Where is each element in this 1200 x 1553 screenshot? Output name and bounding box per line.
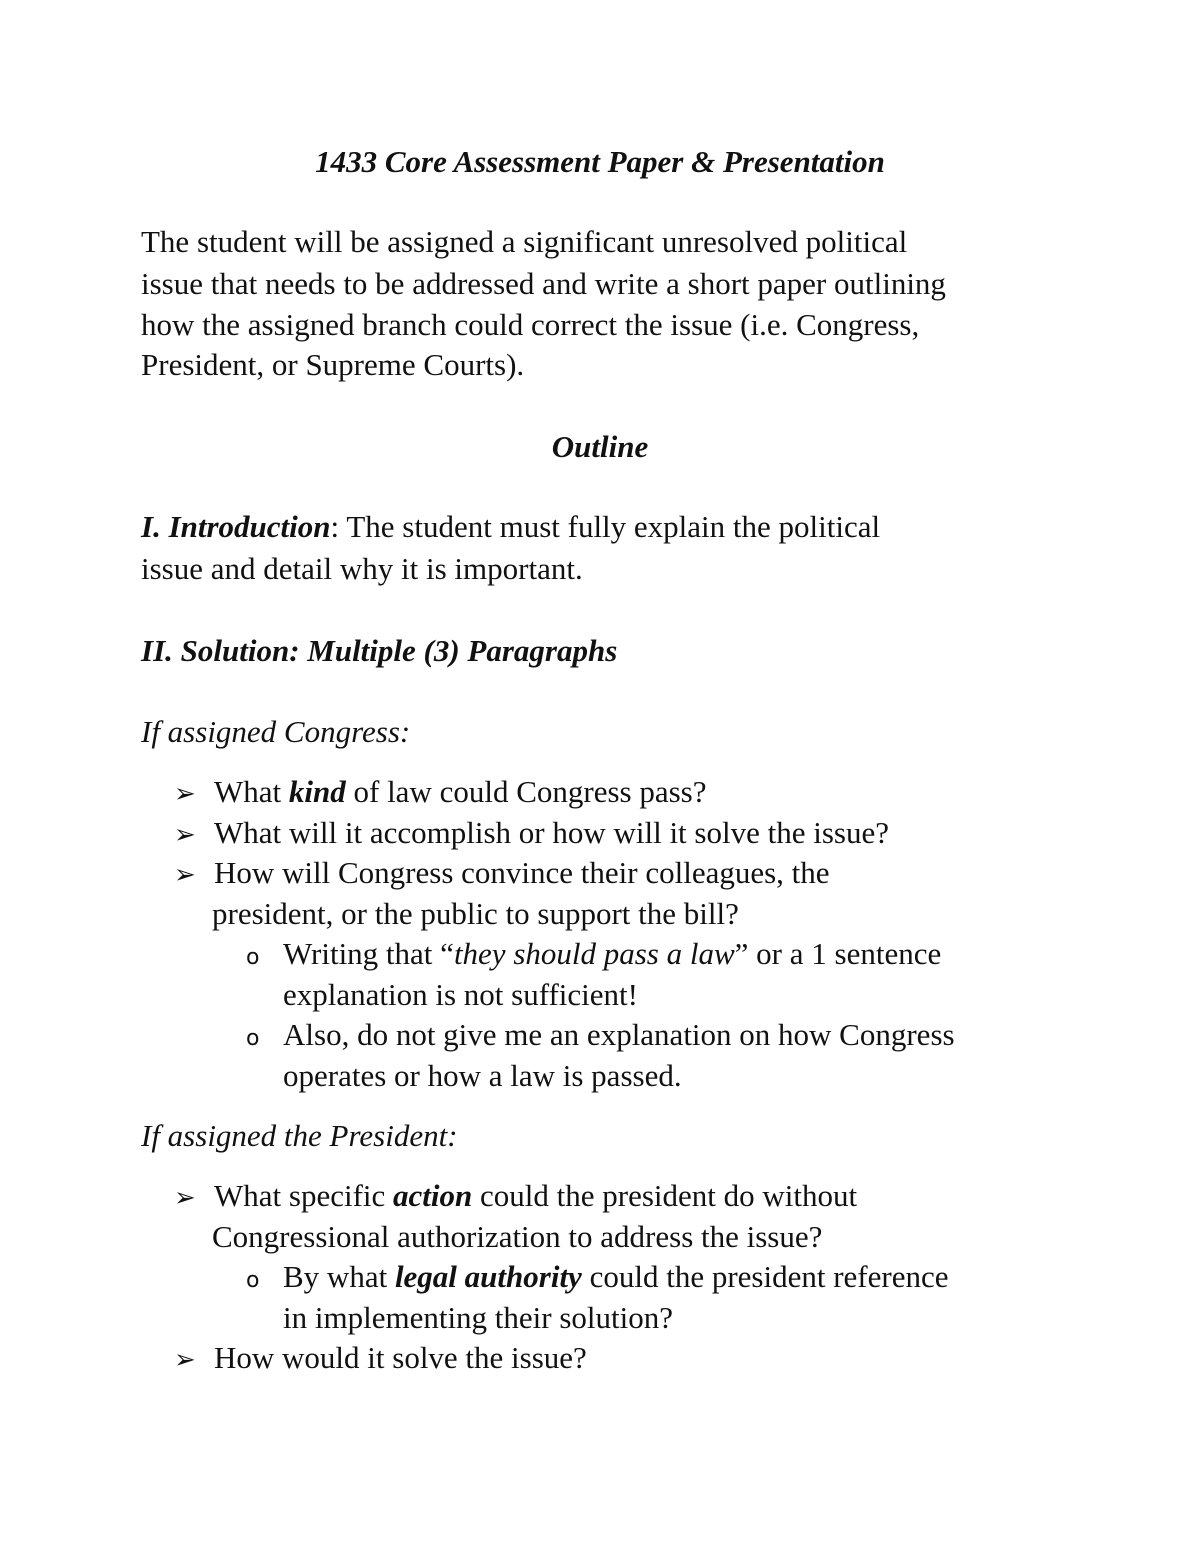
emphasis-kind: kind xyxy=(288,774,346,809)
emphasis-they-should-pass-a-law: they should pass a law xyxy=(453,936,735,971)
arrow-bullet-icon: ➢ xyxy=(174,779,196,809)
circle-bullet-icon: o xyxy=(246,1268,260,1293)
section-1-heading: I. Introduction xyxy=(141,509,331,544)
emphasis-action: action xyxy=(393,1178,473,1213)
president-sub-1-line-2: in implementing their solution? xyxy=(283,1300,674,1335)
arrow-bullet-icon: ➢ xyxy=(174,820,196,850)
congress-sub-2-line-2: operates or how a law is passed. xyxy=(283,1058,682,1093)
president-sub-1-line-1: o By what legal authority could the president reference xyxy=(246,1257,948,1301)
congress-sub-1-line-1: o Writing that “they should pass a law” or a 1 sentence xyxy=(246,934,941,978)
congress-bullet-3-line-1: ➢ How will Congress convince their colleagues, the xyxy=(174,853,830,895)
congress-sub-2-line-1: o Also, do not give me an explanation on how Congress xyxy=(246,1015,955,1059)
president-bullet-1-line-1: ➢ What specific action could the president do without xyxy=(174,1176,857,1218)
circle-bullet-icon: o xyxy=(246,945,260,970)
congress-bullet-2: ➢ What will it accomplish or how will it solve the issue? xyxy=(174,813,889,855)
section-1-line-2: issue and detail why it is important. xyxy=(141,551,583,586)
section-1-text: The student must fully explain the political xyxy=(339,509,881,544)
congress-bullet-3-line-2: president, or the public to support the bill? xyxy=(212,896,739,931)
president-bullet-2: ➢ How would it solve the issue? xyxy=(174,1338,587,1380)
section-2-heading: II. Solution: Multiple (3) Paragraphs xyxy=(141,633,618,668)
arrow-bullet-icon: ➢ xyxy=(174,1183,196,1213)
circle-bullet-icon: o xyxy=(246,1026,260,1051)
intro-paragraph-line-1: The student will be assigned a significant unresolved political xyxy=(141,224,908,259)
congress-bullet-1: ➢ What kind of law could Congress pass? xyxy=(174,772,707,814)
congress-sub-1-line-2: explanation is not sufficient! xyxy=(283,977,638,1012)
outline-heading: Outline xyxy=(551,429,649,464)
emphasis-legal-authority: legal authority xyxy=(394,1259,582,1294)
president-bullet-1-line-2: Congressional authorization to address the issue? xyxy=(212,1219,823,1254)
arrow-bullet-icon: ➢ xyxy=(174,860,196,890)
intro-paragraph-line-2: issue that needs to be addressed and write a short paper outlining xyxy=(141,266,946,301)
section-1-line-1 xyxy=(141,507,880,547)
arrow-bullet-icon: ➢ xyxy=(174,1345,196,1375)
president-heading: If assigned the President: xyxy=(141,1118,458,1153)
intro-paragraph-line-3: how the assigned branch could correct the issue (i.e. Congress, xyxy=(141,307,920,342)
intro-paragraph-line-4: President, or Supreme Courts). xyxy=(141,347,525,382)
section-1-colon: : xyxy=(330,509,340,544)
congress-heading: If assigned Congress: xyxy=(141,714,411,749)
document-title: 1433 Core Assessment Paper & Presentation xyxy=(315,144,885,179)
